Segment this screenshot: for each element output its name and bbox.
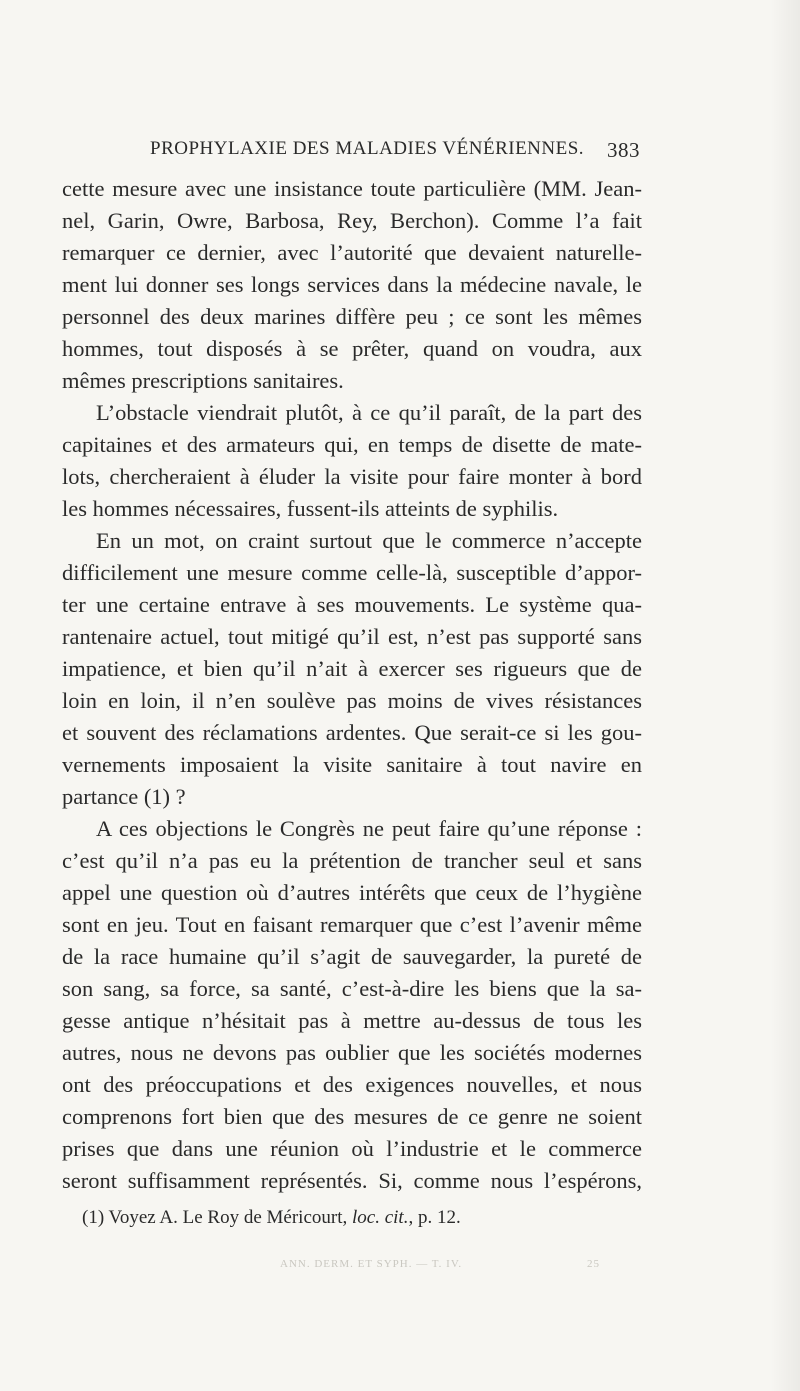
text-line: et souvent des réclamations ardentes. Que serait-ce si les gou-: [62, 720, 642, 745]
text-line: seront suffisamment représentés. Si, comme nous l’espérons,: [62, 1168, 642, 1193]
page-edge-shadow: [770, 0, 800, 1391]
text-line: ont des préoccupations et des exigences nouvelles, et nous: [62, 1072, 642, 1097]
text-line: ter une certaine entrave à ses mouvements. Le système qua-: [62, 592, 642, 617]
text-line: En un mot, on craint surtout que le commerce n’accepte: [96, 528, 642, 553]
text-line: comprenons fort bien que des mesures de ce genre ne soient: [62, 1104, 642, 1129]
running-title: PROPHYLAXIE DES MALADIES VÉNÉRIENNES.: [150, 138, 585, 159]
text-line: les hommes nécessaires, fussent-ils atteints de syphilis.: [62, 496, 559, 521]
text-line: lots, chercheraient à éluder la visite pour faire monter à bord: [62, 464, 642, 489]
text-line: hommes, tout disposés à se prêter, quand on voudra, aux: [62, 336, 642, 361]
text-line: gesse antique n’hésitait pas à mettre au-dessus de tous les: [62, 1008, 642, 1033]
footnote-page: , p. 12.: [408, 1207, 461, 1228]
text-line: de la race humaine qu’il s’agit de sauvegarder, la pureté de: [62, 944, 642, 969]
text-line: partance (1) ?: [62, 784, 186, 809]
text-line: son sang, sa force, sa santé, c’est-à-dire les biens que la sa-: [62, 976, 642, 1001]
text-line: L’obstacle viendrait plutôt, à ce qu’il paraît, de la part des: [96, 400, 642, 425]
footnote-text: (1) Voyez A. Le Roy de Méricourt,: [82, 1207, 352, 1228]
text-line: nel, Garin, Owre, Barbosa, Rey, Berchon). Comme l’a fait: [62, 208, 642, 233]
text-line: ment lui donner ses longs services dans la médecine navale, le: [62, 272, 642, 297]
bleed-through-signature: [280, 1258, 600, 1270]
body-text: [62, 173, 642, 1197]
text-line: sont en jeu. Tout en faisant remarquer que c’est l’avenir même: [62, 912, 642, 937]
running-header: [150, 138, 640, 168]
text-line: mêmes prescriptions sanitaires.: [62, 368, 344, 393]
signature-number: 25: [587, 1258, 600, 1270]
text-line: autres, nous ne devons pas oublier que les sociétés modernes: [62, 1040, 642, 1065]
text-line: rantenaire actuel, tout mitigé qu’il est, n’est pas supporté sans: [62, 624, 642, 649]
signature-text: ANN. DERM. ET SYPH. — T. IV.: [280, 1258, 463, 1270]
text-line: loin en loin, il n’en soulève pas moins de vives résistances: [62, 688, 642, 713]
footnote: [82, 1207, 602, 1229]
text-line: vernements imposaient la visite sanitaire à tout navire en: [62, 752, 642, 777]
text-line: A ces objections le Congrès ne peut faire qu’une réponse :: [96, 816, 642, 841]
text-line: c’est qu’il n’a pas eu la prétention de trancher seul et sans: [62, 848, 642, 873]
text-line: cette mesure avec une insistance toute particulière (MM. Jean-: [62, 176, 642, 201]
text-line: appel une question où d’autres intérêts que ceux de l’hygiène: [62, 880, 642, 905]
text-line: personnel des deux marines diffère peu ; ce sont les mêmes: [62, 304, 642, 329]
text-line: prises que dans une réunion où l’industrie et le commerce: [62, 1136, 642, 1161]
page-number: 383: [607, 138, 640, 162]
footnote-italic: loc. cit.: [352, 1207, 409, 1228]
text-line: remarquer ce dernier, avec l’autorité que devaient naturelle-: [62, 240, 642, 265]
text-line: capitaines et des armateurs qui, en temps de disette de mate-: [62, 432, 642, 457]
text-line: difficilement une mesure comme celle-là, susceptible d’appor-: [62, 560, 642, 585]
text-line: impatience, et bien qu’il n’ait à exercer ses rigueurs que de: [62, 656, 642, 681]
